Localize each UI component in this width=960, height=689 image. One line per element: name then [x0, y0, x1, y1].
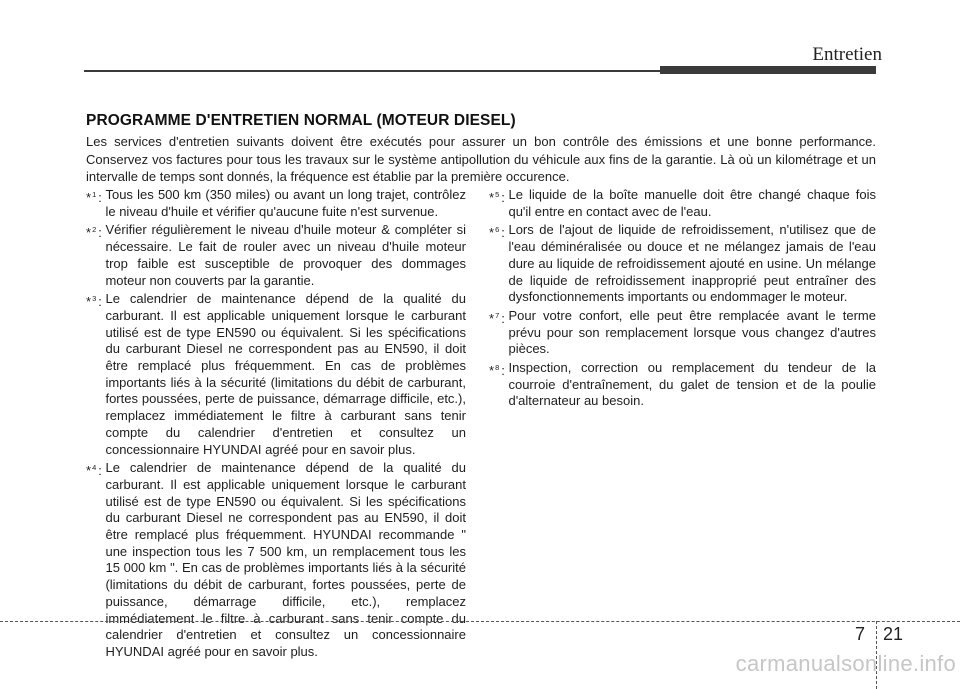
footnote-marker: *$^6$ : [489, 225, 509, 241]
header-rule-accent [660, 66, 876, 74]
header-rule [84, 70, 660, 72]
footnote [86, 187, 466, 220]
footnote-marker: *$^8$ : [489, 363, 509, 379]
page-number: 21 [883, 624, 904, 644]
footnote-text: Le calendrier de maintenance dépend de la qualité du carburant. Il est applicable uniquement lorsque le carburant utilisé est de type EN590 ou équivalent. Si les spécifications du carburant Diesel ne correspondent pas au EN590, il doit être remplacé plus fréquemment. HYUNDAI recommande " une inspection tous les 7 500 km, un remplacement tous les 15 000 km ". En cas de problèmes importants liés à la sécurité (limitations du débit de carburant, fortes poussées, perte de puissance, démarrage difficile, etc.), remplacez immédiatement le filtre à carburant sans tenir compte du calendrier d'entretien et consultez un concessionnaire HYUNDAI agréé pour en savoir plus. [105, 460, 466, 659]
chapter-header-title: Entretien [812, 44, 882, 65]
footnote-marker: *$^3$ : [86, 294, 106, 310]
section-title: PROGRAMME D'ENTRETIEN NORMAL (MOTEUR DIESEL) [86, 112, 516, 129]
chapter-number: 7 [855, 624, 866, 644]
footnote-text: Inspection, correction ou remplacement du tendeur de la courroie d'entraînement, du galet de tension et de la poulie d'alternateur au besoin. [508, 360, 876, 409]
footnote-text: Pour votre confort, elle peut être remplacée avant le terme prévu pour son remplacement lorsque vous changez d'autres pièces. [508, 307, 876, 357]
footnote-text: Tous les 500 km (350 miles) ou avant un long trajet, contrôlez le niveau d'huile et vérifier qu'aucune fuite n'est survenue. [105, 187, 466, 219]
footnote-text: Lors de l'ajout de liquide de refroidissement, n'utilisez que de l'eau déminéralisée ou douce et ne mélangez jamais de l'eau dure au liquide de refroidissement ajouté en usine. Un mélange de liquide de refroidissement inapproprié peut entraîner des dysfonctionnements importants ou endommager le moteur. [508, 222, 876, 305]
footnote-marker: *$^1$ : [86, 190, 106, 205]
footnote-marker: *$^5$ : [489, 190, 509, 205]
footnote [86, 222, 466, 289]
footnote-marker: *$^2$ : [86, 225, 106, 241]
footnote [489, 187, 876, 220]
footnote-marker: *$^4$ : [86, 463, 106, 479]
footnote-text: Le calendrier de maintenance dépend de la qualité du carburant. Il est applicable uniquement lorsque le carburant utilisé est de type EN590 ou équivalent. Si les spécifications du carburant Diesel ne correspondent pas au EN590, il doit être remplacé plus fréquemment. En cas de problèmes importants liés à la sécurité (limitations du débit de carburant, fortes poussées, perte de puissance, démarrage difficile, etc.), remplacez immédiatement le filtre à carburant sans tenir compte du calendrier d'entretien et consultez un concessionnaire HYUNDAI agréé pour en savoir plus. [105, 291, 466, 457]
footnote [86, 460, 466, 660]
footnote [86, 291, 466, 458]
footnote [489, 308, 876, 358]
footnote [489, 222, 876, 306]
footnote-text: Le liquide de la boîte manuelle doit être changé chaque fois qu'il entre en contact avec de l'eau. [508, 187, 876, 219]
footnotes-right-column [489, 187, 876, 412]
footnotes-left-column [86, 187, 466, 663]
footnote-text: Vérifier régulièrement le niveau d'huile moteur & compléter si nécessaire. Le fait de rouler avec un niveau d'huile moteur trop faible est susceptible de provoquer des dommages moteur non couverts par la garantie. [105, 222, 466, 288]
footnote-marker: *$^7$ : [489, 310, 509, 326]
intro-paragraph: Les services d'entretien suivants doivent être exécutés pour assurer un bon contrôle des émissions et une bonne performance. Conservez vos factures pour tous les travaux sur le système antipollution du véhicule aux fins de la garantie. Là où un kilométrage et un intervalle de temps sont donnés, la fréquence est établie par la première occurence. [86, 134, 876, 184]
watermark: carmanualsonline.info [735, 651, 956, 676]
footnote [489, 360, 876, 410]
footer-rule [0, 621, 960, 622]
